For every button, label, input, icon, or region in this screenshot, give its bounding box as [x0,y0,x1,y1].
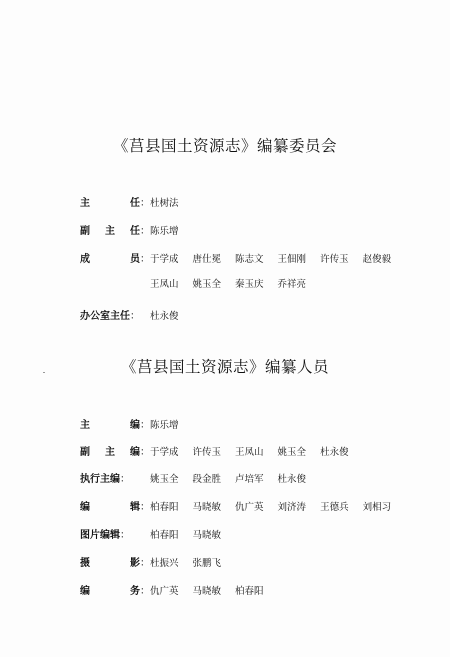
member-name: 陈乐增 [150,226,179,237]
role-char: 主 [80,198,90,209]
member-name: 柏春阳 [235,586,264,597]
role-char: 执行主编： [80,474,130,485]
member-name: 于学成 [150,254,179,265]
member-names [150,555,235,569]
role-label [80,194,150,209]
member-name: 杜树法 [150,198,179,209]
role-colon: ： [140,198,150,209]
role-char: 编 [80,586,90,597]
committee-title: 《莒县国土资源志》编纂委员会 [112,137,337,155]
member-names [150,444,363,458]
member-names [150,471,320,485]
role-label [80,470,150,485]
member-name: 于学成 [150,447,179,458]
member-name: 段金胜 [192,474,222,485]
role-char: 摄 [80,558,90,569]
role-colon: ： [130,311,140,322]
member-name: 张鹏飞 [192,558,222,569]
member-name: 姚玉全 [192,279,222,290]
role-label [80,526,150,541]
role-label [80,307,150,322]
role-row [80,470,320,485]
role-colon: ： [140,558,150,569]
member-name: 马晓敏 [192,530,222,541]
role-char: 编： [130,420,150,431]
member-names [150,308,193,322]
role-char: 任： [130,226,150,237]
role-char: 成 [80,254,90,265]
member-names [150,583,278,597]
role-char: 辑： [130,502,150,513]
member-name: 刘相习 [362,502,392,513]
role-colon: ： [120,530,130,541]
member-name: 乔祥亮 [277,279,307,290]
member-name: 仇广英 [235,502,264,513]
member-names [150,223,193,237]
role-colon: ： [140,447,150,458]
member-names [150,195,193,209]
role-colon: ： [120,474,130,485]
role-row [80,554,235,569]
member-names [150,527,235,541]
role-label [80,222,150,237]
member-name: 王凤山 [150,279,179,290]
member-name: 唐仕冕 [192,254,222,265]
role-char: 员： [130,254,150,265]
member-name: 柏春阳 [150,530,179,541]
role-row [80,222,193,237]
role-char: 副 [80,447,90,458]
role-label [80,416,150,431]
role-label [80,554,150,569]
member-name: 刘济涛 [277,502,307,513]
scan-speck [43,372,45,373]
member-name: 马晓敏 [192,502,222,513]
role-row [80,276,320,290]
role-row [80,307,193,322]
role-label [80,443,150,458]
role-label [80,250,150,265]
staff-title: 《莒县国土资源志》编纂人员 [120,358,329,376]
member-name: 姚玉全 [150,474,179,485]
member-name: 仇广英 [150,586,179,597]
role-char: 办公室主任： [80,311,140,322]
role-colon: ： [140,586,150,597]
role-row [80,526,235,541]
member-name: 杜振兴 [150,558,179,569]
role-char: 主 [105,226,115,237]
member-name: 马晓敏 [192,586,222,597]
role-colon: ： [140,420,150,431]
member-name: 杜永俊 [150,311,179,322]
member-name: 许传玉 [320,254,349,265]
role-colon: ： [140,254,150,265]
member-names [150,417,193,431]
member-names [150,276,320,290]
member-name: 姚玉全 [277,447,307,458]
member-name: 柏春阳 [150,502,179,513]
role-char: 主 [105,447,115,458]
role-char: 图片编辑： [80,530,130,541]
member-name: 秦玉庆 [235,279,264,290]
role-char: 主 [80,420,90,431]
role-char: 影： [130,558,150,569]
role-label [80,582,150,597]
role-row [80,443,363,458]
member-name: 陈乐增 [150,420,179,431]
role-row [80,250,405,265]
member-name: 陈志文 [235,254,264,265]
member-name: 杜永俊 [320,447,349,458]
member-name: 卢培军 [235,474,264,485]
role-row [80,194,193,209]
member-name: 杜永俊 [277,474,307,485]
member-name: 王佃刚 [277,254,307,265]
role-label [80,498,150,513]
role-row [80,498,405,513]
role-row [80,416,193,431]
member-name: 许传玉 [192,447,222,458]
role-colon: ： [140,226,150,237]
member-name: 王凤山 [235,447,264,458]
role-char: 副 [80,226,90,237]
role-char: 任： [130,198,150,209]
role-char: 务： [130,586,150,597]
role-char: 编： [130,447,150,458]
role-row [80,582,278,597]
role-colon: ： [140,502,150,513]
member-name: 王德兵 [320,502,349,513]
member-name: 赵俊毅 [362,254,392,265]
member-names [150,251,405,265]
member-names [150,499,405,513]
role-char: 编 [80,502,90,513]
